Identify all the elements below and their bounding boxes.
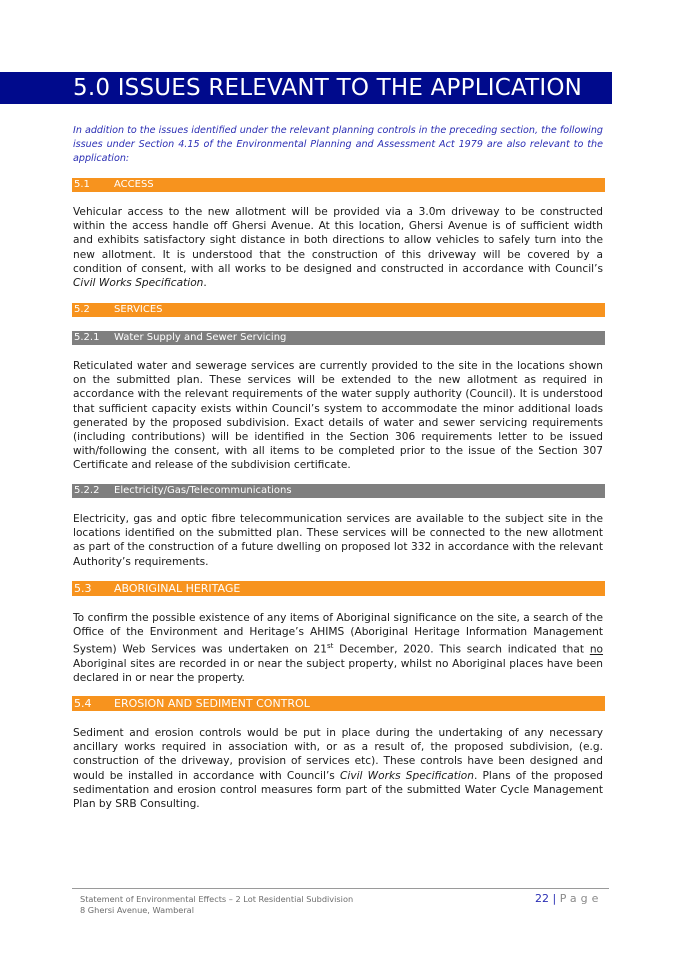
heading-number: 5.3 <box>74 582 92 595</box>
footer-page-info <box>535 892 602 905</box>
access-text: Vehicular access to the new allotment will be provided via a 3.0m driveway to be constructed within the access handle off Ghersi Avenue. At this location, Ghersi Avenue is of sufficient width and exhibits satisfactory sight distance in both directions to allow vehicles to safely turn into the new allotment. It is understood that the construction of this driveway will be covered by a condition of consent, with all works to be designed and constructed in accordance with Council’s <box>73 206 603 275</box>
water-paragraph: Reticulated water and sewerage services are currently provided to the site in the locations shown on the submitted plan. These services will be extended to the new allotment as required in accordance with the relevant requirements of the water supply authority (Council). It is understood that sufficient capacity exists within Council’s system to accommodate the minor additional loads generated by the proposed subdivision. Exact details of water and sewer servicing requirements (including contributions) will be identified in the Section 306 requirements letter to be issued with/following the consent, with all items to be completed prior to the issue of the Section 307 Certificate and release of the subdivision certificate. <box>73 360 603 472</box>
intro-paragraph: In addition to the issues identified under the relevant planning controls in the preceding section, the following issues under Section 4.15 of the Environmental Planning and Assessment Act 1979 are also relevant to the application: <box>73 125 603 164</box>
page-title: 5.0 ISSUES RELEVANT TO THE APPLICATION <box>73 75 583 101</box>
access-text-end: . <box>203 277 207 290</box>
heritage-text-3: Aboriginal sites are recorded in or near the subject property, whilst no Aboriginal places have been declared in or near the property. <box>73 658 603 685</box>
heritage-text: To confirm the possible existence of any items of Aboriginal significance on the site, a search of the Office of the Environment and Heritage’s AHIMS (Aboriginal Heritage Information Management System) Web Services was undertaken on 21 <box>73 612 603 656</box>
heading-label: Electricity/Gas/Telecommunications <box>114 485 292 496</box>
footer-divider <box>72 888 609 889</box>
erosion-text-italic: Civil Works Specification <box>340 769 474 782</box>
heritage-paragraph <box>73 611 603 686</box>
heading-erosion <box>72 696 605 711</box>
page-separator: | <box>552 892 557 905</box>
page-word: Page <box>559 892 603 905</box>
page-number: 22 <box>535 892 549 905</box>
heritage-underlined: no <box>589 643 604 656</box>
heading-number: 5.2.2 <box>74 485 100 496</box>
heading-label: ABORIGINAL HERITAGE <box>114 582 241 595</box>
erosion-paragraph <box>73 726 603 811</box>
heading-electricity <box>72 484 605 498</box>
footer-address: 8 Ghersi Avenue, Wamberal <box>80 905 194 915</box>
access-text-italic: Civil Works Specification <box>73 277 204 290</box>
heritage-superscript: st <box>327 642 334 651</box>
erosion-text-end: . Plans of the proposed sedimentation and erosion control measures form part of the submitted Water Cycle Management Plan by SRB Consulting. <box>73 769 603 811</box>
heading-heritage <box>72 581 605 596</box>
heading-services <box>72 303 605 317</box>
heading-number: 5.2.1 <box>74 332 100 343</box>
erosion-text: Sediment and erosion controls would be put in place during the undertaking of any necessary ancillary works required in association with, or as a result of, the proposed subdivision, (e.g. construction of the driveway, provision of services etc). These controls have been designed and would be installed in accordance with Council’s <box>73 727 603 782</box>
heritage-text-2: December, 2020. This search indicated that <box>333 643 590 656</box>
footer-document-info <box>80 894 353 916</box>
access-paragraph <box>73 205 603 290</box>
heading-number: 5.2 <box>74 304 90 315</box>
heading-label: EROSION AND SEDIMENT CONTROL <box>114 697 310 710</box>
heading-number: 5.4 <box>74 697 92 710</box>
heading-water-sewer <box>72 331 605 345</box>
heading-number: 5.1 <box>74 179 90 190</box>
heading-label: ACCESS <box>114 179 154 190</box>
electricity-paragraph: Electricity, gas and optic fibre telecommunication services are available to the subject site in the locations identified on the submitted plan. These services will be connected to the new allotment as part of the construction of a future dwelling on proposed lot 332 in accordance with the relevant Authority’s requirements. <box>73 513 603 568</box>
heading-label: SERVICES <box>114 304 163 315</box>
heading-label: Water Supply and Sewer Servicing <box>114 332 287 343</box>
footer-title: Statement of Environmental Effects – 2 Lot Residential Subdivision <box>80 894 354 904</box>
heading-access <box>72 178 605 192</box>
section-title-bar <box>0 72 612 104</box>
